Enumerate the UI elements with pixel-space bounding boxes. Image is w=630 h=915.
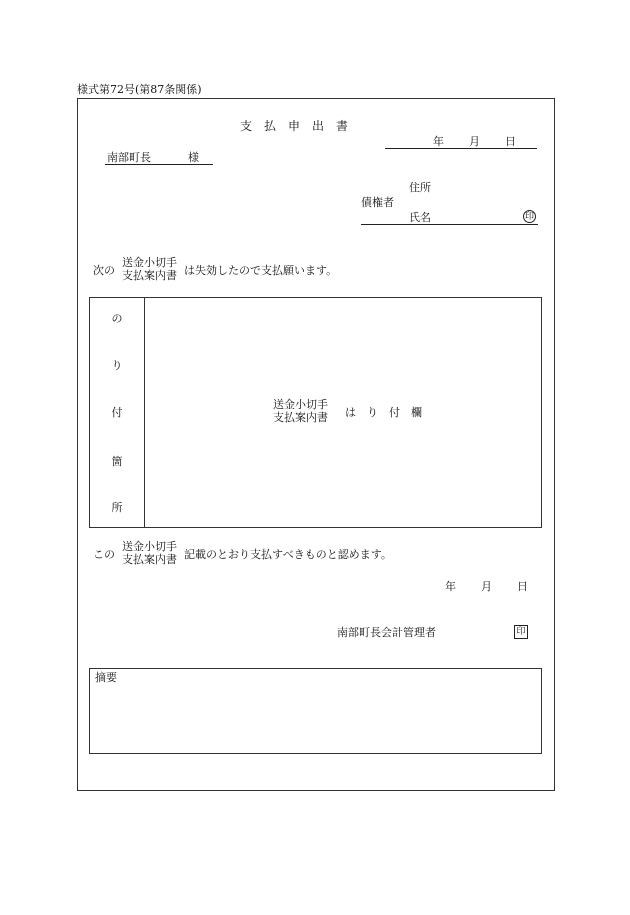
- side-char-3: 付: [111, 406, 123, 419]
- attach-item-cheque: 送金小切手: [273, 398, 328, 411]
- name-label: 氏名: [409, 211, 431, 224]
- statement1-item-cheque: 送金小切手: [122, 256, 177, 269]
- creditor-seal-mark: 印: [524, 212, 534, 222]
- attach-area-items: [273, 398, 328, 424]
- approval-year-label: 年: [445, 580, 456, 593]
- statement2-prefix: この: [93, 548, 115, 561]
- side-char-5: 所: [111, 501, 123, 514]
- statement2-items: [122, 540, 177, 566]
- statement1-suffix: は失効したので支払願います。: [184, 264, 338, 277]
- statement1-items: [122, 256, 177, 282]
- address-label: 住所: [409, 181, 431, 194]
- addressee-underline: [105, 164, 213, 165]
- addressee-name: 南部町長: [107, 151, 151, 164]
- form-number: 様式第72号(第87条関係): [77, 83, 202, 96]
- side-char-1: の: [111, 312, 123, 325]
- approval-month-label: 月: [481, 580, 492, 593]
- approver-title: 南部町長会計管理者: [337, 626, 436, 639]
- side-char-4: 箇: [111, 455, 123, 468]
- approver-seal-mark: 印: [514, 625, 528, 639]
- date-month-label: 月: [469, 135, 480, 148]
- attach-area-text: は り 付 欄: [345, 406, 422, 419]
- remarks-label: 摘要: [95, 671, 117, 684]
- statement2-item-notice: 支払案内書: [122, 553, 177, 566]
- addressee-honorific: 様: [188, 151, 199, 164]
- date-day-label: 日: [505, 135, 516, 148]
- side-char-2: り: [111, 359, 123, 372]
- date-underline: [385, 148, 537, 149]
- creditor-label: 債権者: [361, 196, 394, 209]
- approval-day-label: 日: [517, 580, 528, 593]
- attach-item-notice: 支払案内書: [273, 411, 328, 424]
- creditor-underline: [361, 224, 538, 225]
- attach-area-divider: [144, 297, 145, 528]
- statement2-suffix: 記載のとおり支払すべきものと認めます。: [184, 548, 392, 561]
- remarks-box: [89, 668, 542, 754]
- date-year-label: 年: [433, 135, 444, 148]
- statement1-prefix: 次の: [93, 264, 115, 277]
- statement1-item-notice: 支払案内書: [122, 269, 177, 282]
- statement2-item-cheque: 送金小切手: [122, 540, 177, 553]
- form-title: 支 払 申 出 書: [240, 119, 349, 133]
